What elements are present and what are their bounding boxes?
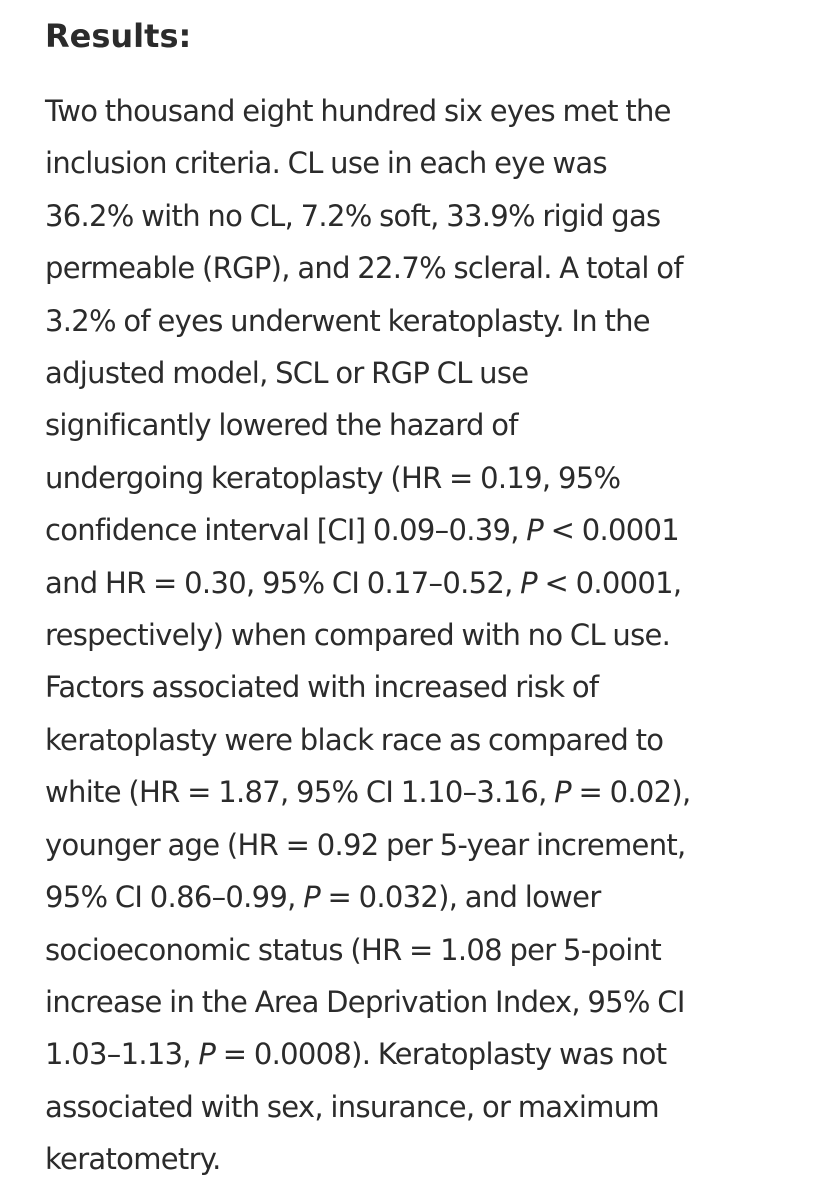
text-segment: and HR = 0.30, 95% CI 0.17–0.52,	[45, 565, 521, 600]
text-segment: 36.2% with no CL, 7.2% soft, 33.9% rigid gas	[45, 198, 661, 233]
text-line	[45, 452, 825, 504]
text-segment: undergoing keratoplasty (HR = 0.19, 95%	[45, 460, 621, 495]
text-segment: < 0.0001,	[536, 565, 682, 600]
text-segment: significantly lowered the hazard of	[45, 408, 518, 443]
text-segment: 1.03–1.13,	[45, 1037, 199, 1072]
text-segment: white (HR = 1.87, 95% CI 1.10–3.16,	[45, 775, 555, 810]
text-segment: increase in the Area Deprivation Index, 95% CI	[45, 984, 685, 1019]
section-heading: Results:	[45, 17, 192, 55]
text-segment: Factors associated with increased risk of	[45, 670, 599, 705]
text-segment: = 0.0008). Keratoplasty was not	[215, 1037, 667, 1072]
text-line	[45, 714, 825, 766]
text-line	[45, 347, 825, 399]
text-line	[45, 504, 825, 556]
text-line	[45, 557, 825, 609]
results-paragraph	[45, 85, 825, 1186]
results-section	[45, 10, 825, 1186]
text-segment: inclusion criteria. CL use in each eye was	[45, 146, 607, 181]
text-segment: 3.2% of eyes underwent keratoplasty. In the	[45, 303, 650, 338]
p-value-symbol: P	[303, 880, 320, 915]
p-value-symbol: P	[526, 513, 544, 548]
text-line	[45, 1081, 825, 1133]
text-segment: = 0.02),	[570, 775, 691, 810]
p-value-symbol: P	[520, 565, 537, 600]
text-segment: Two thousand eight hundred six eyes met the	[45, 94, 671, 128]
text-segment: confidence interval [CI] 0.09–0.39,	[45, 513, 527, 548]
text-line	[45, 399, 825, 451]
text-segment: = 0.032), and lower	[319, 880, 601, 915]
text-segment: < 0.0001	[543, 513, 679, 548]
text-line	[45, 871, 825, 923]
text-line	[45, 137, 825, 189]
text-segment: adjusted model, SCL or RGP CL use	[45, 356, 529, 391]
text-line	[45, 924, 825, 976]
text-line	[45, 661, 825, 713]
p-value-symbol: P	[554, 775, 571, 810]
text-line	[45, 766, 825, 818]
text-segment: keratometry.	[45, 1142, 221, 1177]
text-line	[45, 609, 825, 661]
text-line	[45, 190, 825, 242]
text-segment: permeable (RGP), and 22.7% scleral. A total of	[45, 251, 683, 286]
p-value-symbol: P	[198, 1037, 216, 1072]
text-line	[45, 85, 825, 137]
text-line	[45, 1133, 825, 1185]
text-segment: socioeconomic status (HR = 1.08 per 5-point	[45, 932, 662, 967]
text-line	[45, 1028, 825, 1080]
text-line	[45, 976, 825, 1028]
text-segment: 95% CI 0.86–0.99,	[45, 880, 304, 915]
text-line	[45, 242, 825, 294]
text-segment: associated with sex, insurance, or maximum	[45, 1089, 659, 1124]
text-segment: respectively) when compared with no CL use.	[45, 618, 671, 653]
text-segment: younger age (HR = 0.92 per 5-year increment,	[45, 827, 686, 862]
text-segment: keratoplasty were black race as compared to	[45, 722, 664, 757]
text-line	[45, 295, 825, 347]
text-line	[45, 819, 825, 871]
